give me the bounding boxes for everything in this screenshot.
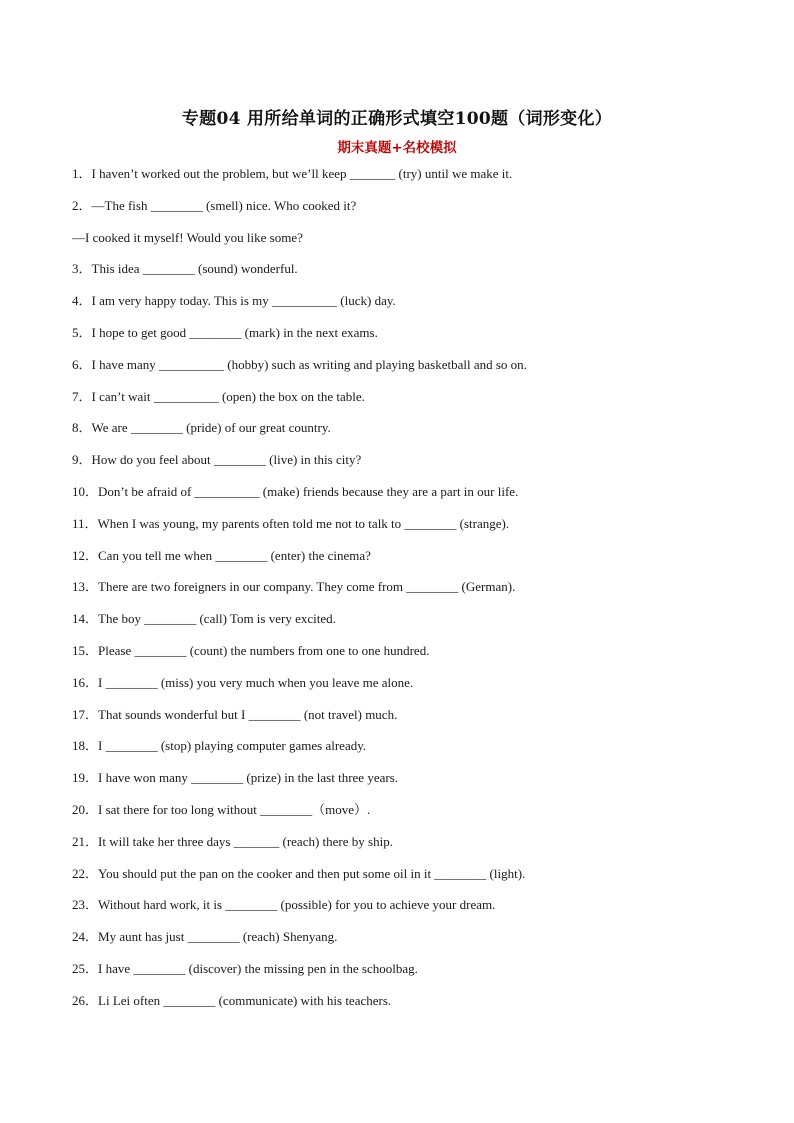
question-number: 26．: [72, 992, 99, 1008]
question-text: I have many __________ (hobby) such as writing and playing basketball and so on.: [91, 356, 527, 372]
question-number: 13．: [72, 579, 99, 595]
question-text: Please ________ (count) the numbers from one to one hundred.: [98, 642, 430, 658]
question-line: [72, 672, 732, 704]
question-line: [72, 545, 732, 577]
question-number: 7．: [72, 388, 92, 404]
question-line: [72, 290, 732, 322]
question-text: This idea ________ (sound) wonderful.: [91, 261, 298, 277]
question-line: [72, 958, 732, 990]
question-number: 1．: [72, 166, 92, 181]
question-line: [72, 481, 732, 513]
question-line: [72, 863, 732, 895]
question-text: I ________ (stop) playing computer games already.: [98, 738, 367, 754]
question-text: I haven’t worked out the problem, but we’ll keep _______ (try) until we make it.: [91, 166, 513, 181]
question-number: 17．: [72, 706, 99, 722]
question-line: [72, 608, 732, 640]
question-line: [72, 163, 732, 195]
question-text: How do you feel about ________ (live) in this city?: [91, 452, 362, 468]
question-list: [72, 163, 732, 1022]
question-text: Don’t be afraid of __________ (make) friends because they are a part in our life.: [98, 483, 519, 499]
question-text: It will take her three days _______ (reach) there by ship.: [98, 833, 393, 849]
question-number: 16．: [72, 674, 99, 690]
question-text: I hope to get good ________ (mark) in the next exams.: [91, 324, 378, 340]
page-title: 专题04 用所给单词的正确形式填空100题（词形变化）: [181, 109, 613, 129]
question-number: 3．: [72, 261, 92, 277]
question-line: [72, 227, 732, 259]
question-number: 9．: [72, 452, 92, 468]
question-text: Li Lei often ________ (communicate) with his teachers.: [98, 992, 392, 1008]
question-number: 15．: [72, 642, 99, 658]
question-line: [72, 831, 732, 863]
question-number: 24．: [72, 929, 99, 945]
question-line: [72, 799, 732, 831]
question-text: The boy ________ (call) Tom is very excited.: [98, 611, 336, 627]
question-line: [72, 513, 732, 545]
question-number: 11．: [72, 515, 98, 531]
question-text: I can’t wait __________ (open) the box on the table.: [91, 388, 365, 404]
question-line: [72, 417, 732, 449]
question-line: [72, 767, 732, 799]
question-text: There are two foreigners in our company. They come from ________ (German).: [98, 579, 516, 595]
question-number: 12．: [72, 547, 99, 563]
question-number: 6．: [72, 356, 92, 372]
question-number: 2．: [72, 197, 92, 213]
question-line: [72, 926, 732, 958]
question-line: [72, 640, 732, 672]
question-number: 22．: [72, 865, 99, 881]
question-number: 19．: [72, 770, 99, 786]
question-text: You should put the pan on the cooker and then put some oil in it ________ (light).: [98, 865, 526, 881]
question-line: [72, 354, 732, 386]
page-subtitle: 期末真题+名校模拟: [337, 140, 457, 156]
question-text: I am very happy today. This is my __________ (luck) day.: [91, 293, 396, 309]
question-text: Can you tell me when ________ (enter) the cinema?: [98, 547, 371, 563]
question-text: I have won many ________ (prize) in the last three years.: [98, 770, 398, 786]
question-text: I ________ (miss) you very much when you leave me alone.: [98, 674, 414, 690]
question-line: [72, 195, 732, 227]
question-number: 10．: [72, 483, 99, 499]
question-line: [72, 735, 732, 767]
question-line: [72, 386, 732, 418]
question-text: Without hard work, it is ________ (possible) for you to achieve your dream.: [98, 897, 496, 913]
question-number: 18．: [72, 738, 99, 754]
question-line: [72, 322, 732, 354]
question-line: [72, 258, 732, 290]
question-number: 20．: [72, 801, 99, 817]
question-number: 25．: [72, 960, 99, 976]
question-text: —I cooked it myself! Would you like some?: [72, 229, 303, 245]
question-line: [72, 704, 732, 736]
question-text: My aunt has just ________ (reach) Shenyang.: [98, 929, 338, 945]
question-text: When I was young, my parents often told me not to talk to ________ (strange).: [97, 515, 510, 531]
question-number: 4．: [72, 293, 92, 309]
question-line: [72, 894, 732, 926]
question-number: 14．: [72, 611, 99, 627]
question-text: —The fish ________ (smell) nice. Who cooked it?: [91, 197, 357, 213]
question-text: I sat there for too long without ________（move）.: [98, 801, 371, 817]
question-number: 23．: [72, 897, 99, 913]
question-number: 5．: [72, 324, 92, 340]
question-line: [72, 449, 732, 481]
question-text: We are ________ (pride) of our great country.: [91, 420, 331, 436]
question-line: [72, 990, 732, 1022]
question-number: 8．: [72, 420, 92, 436]
question-number: 21．: [72, 833, 99, 849]
question-text: That sounds wonderful but I ________ (not travel) much.: [98, 706, 398, 722]
question-line: [72, 576, 732, 608]
question-text: I have ________ (discover) the missing pen in the schoolbag.: [98, 960, 418, 976]
